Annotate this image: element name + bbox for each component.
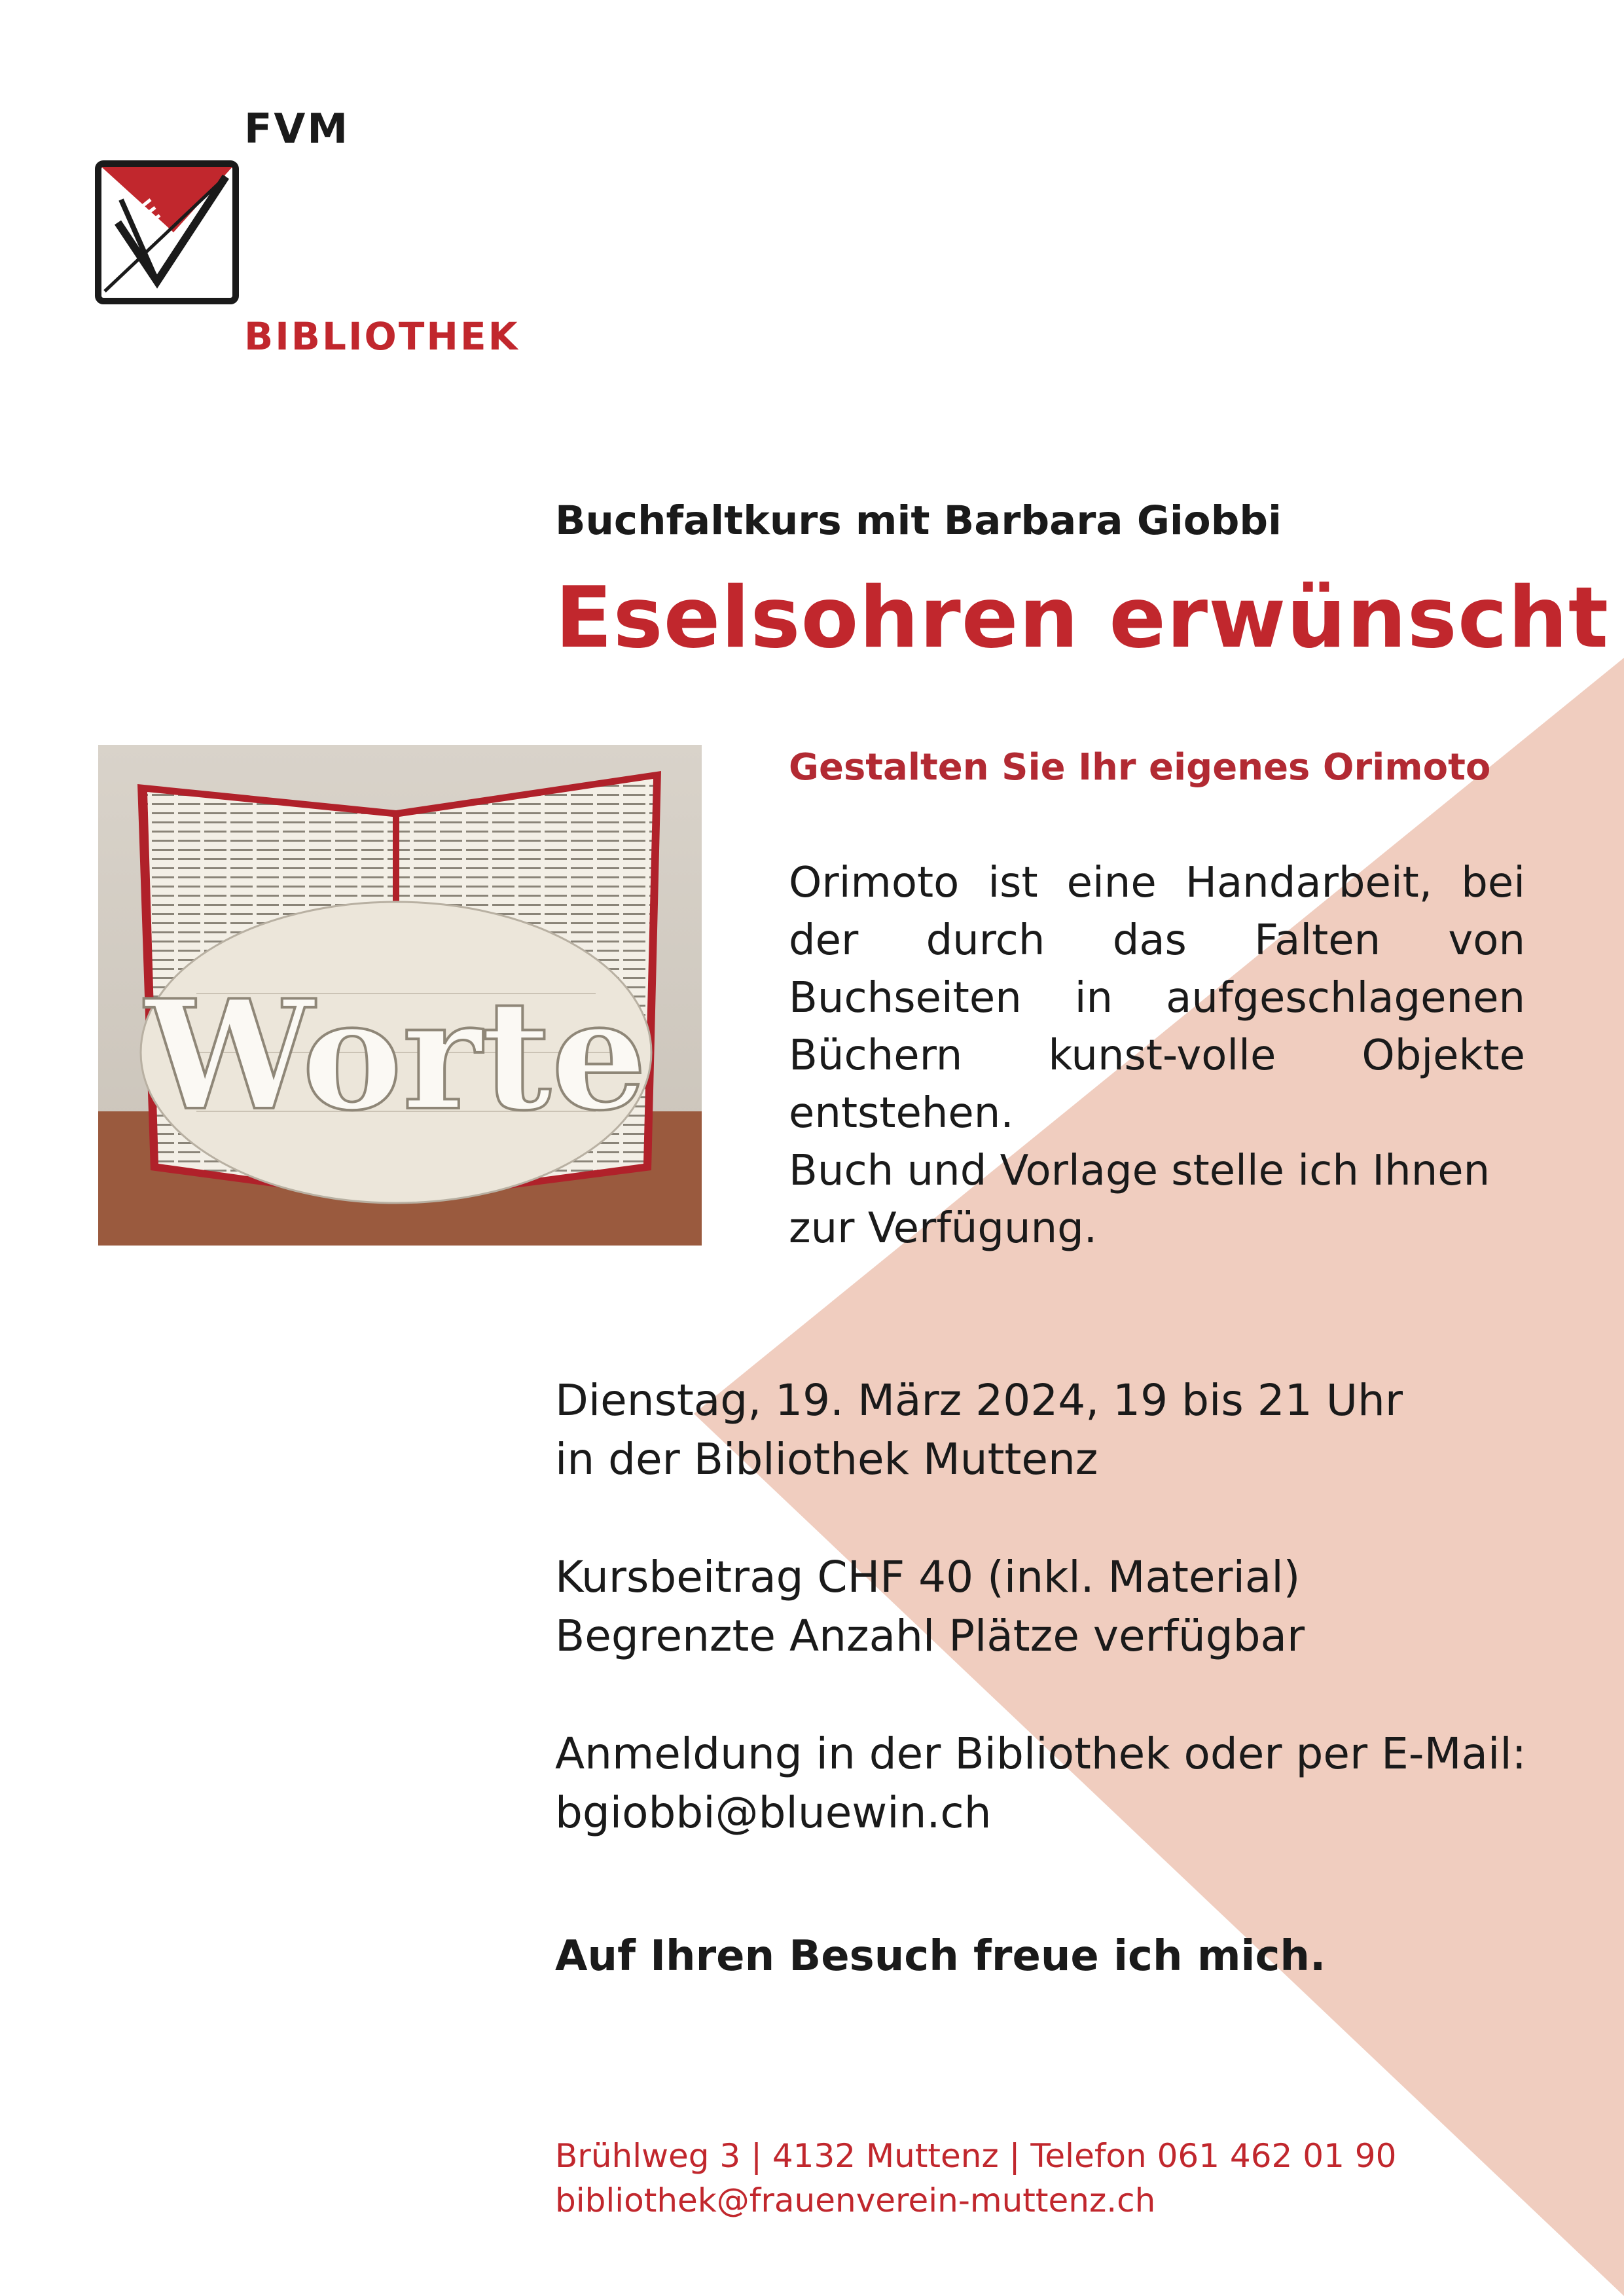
event-date-block <box>555 1371 1403 1489</box>
logo-bibliothek-text: BIBLIOTHEK <box>244 314 520 359</box>
event-fee-block <box>555 1548 1305 1666</box>
registration-email-link[interactable]: bgiobbi@bluewin.ch <box>555 1787 992 1838</box>
footer-address: Brühlweg 3 | 4132 Muttenz | Telefon 061 462 01 90 <box>555 2137 1397 2175</box>
fvm-logo-icon <box>95 160 239 304</box>
materials-paragraph: Buch und Vorlage stelle ich Ihnen zur Verfügung. <box>789 1147 1490 1253</box>
description-paragraph: Orimoto ist eine Handarbeit, bei der durch das Falten von Buchseiten in aufgeschlagenen Büchern kunst-volle Objekte entstehen. <box>789 859 1525 1138</box>
registration-text: Anmeldung in der Bibliothek oder per E-Mail: <box>555 1729 1526 1779</box>
event-location: in der Bibliothek Muttenz <box>555 1434 1098 1484</box>
tagline: Gestalten Sie Ihr eigenes Orimoto <box>789 746 1491 789</box>
event-date: Dienstag, 19. März 2024, 19 bis 21 Uhr <box>555 1375 1403 1426</box>
closing-line: Auf Ihren Besuch freue ich mich. <box>555 1932 1326 1981</box>
logo-fvm-text: FVM <box>244 105 350 152</box>
course-subtitle: Buchfaltkurs mit Barbara Giobbi <box>555 497 1282 544</box>
event-registration-block <box>555 1725 1526 1842</box>
sculpture-word: Worte <box>145 967 647 1144</box>
footer-email-link[interactable]: bibliothek@frauenverein-muttenz.ch <box>555 2181 1156 2219</box>
orimoto-book-photo <box>98 745 702 1246</box>
event-capacity: Begrenzte Anzahl Plätze verfügbar <box>555 1611 1305 1661</box>
page-title: Eselsohren erwünscht <box>555 569 1609 667</box>
event-fee: Kursbeitrag CHF 40 (inkl. Material) <box>555 1552 1301 1602</box>
footer <box>555 2134 1396 2223</box>
